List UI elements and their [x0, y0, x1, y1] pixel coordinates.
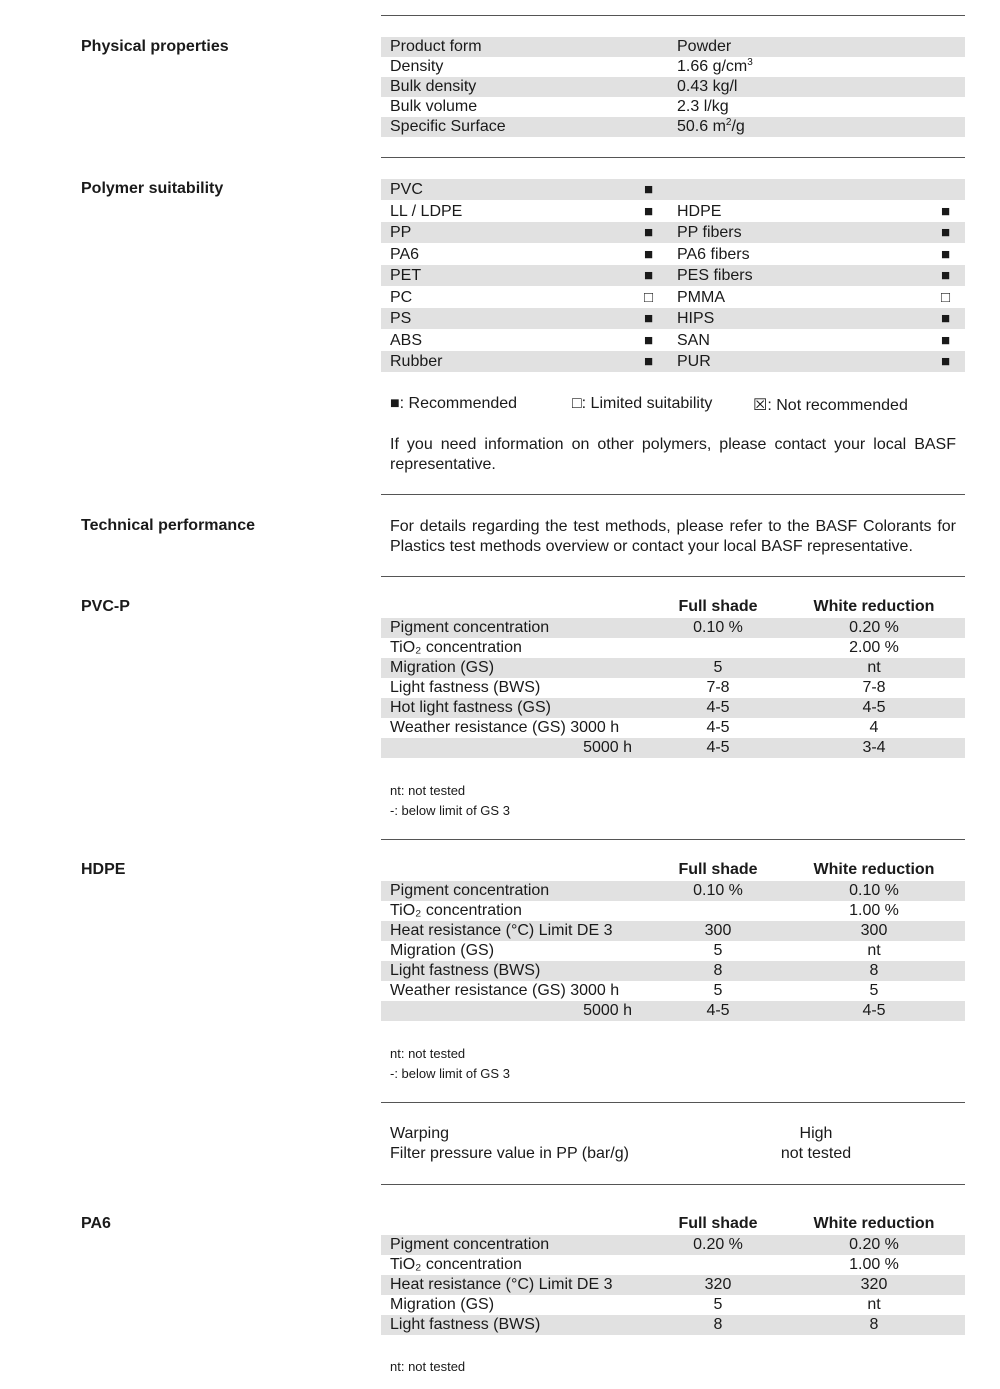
property-value	[677, 97, 729, 117]
table-row	[381, 117, 965, 137]
table-row	[381, 179, 965, 200]
suitability-marker-icon: ■	[941, 332, 951, 349]
suitability-marker-icon: ■	[644, 332, 654, 349]
test-label: Heat resistance (°C) Limit DE 3	[390, 922, 613, 939]
table-row	[381, 738, 965, 758]
table-row	[381, 901, 965, 921]
table-row	[381, 658, 965, 678]
full-shade-value: 4-5	[706, 719, 730, 736]
value-text: 2.3 l/kg	[677, 98, 729, 115]
divider	[381, 1184, 965, 1185]
property-label: Density	[390, 58, 444, 75]
section-title-technical-performance: Technical performance	[81, 517, 255, 534]
table-row	[381, 265, 965, 286]
polymer-name: PP fibers	[677, 224, 742, 241]
suitability-marker-icon: ■	[941, 246, 951, 263]
white-reduction-value: 1.00 %	[849, 902, 899, 919]
column-header-full-shade: Full shade	[678, 598, 758, 615]
test-label: Heat resistance (°C) Limit DE 3	[390, 1276, 613, 1293]
table-row	[381, 1295, 965, 1315]
suitability-marker-icon: ■	[644, 246, 654, 263]
polymer-name: LL / LDPE	[390, 203, 463, 220]
full-shade-value: 300	[704, 922, 732, 939]
note-below-limit: -: below limit of GS 3	[390, 1066, 510, 1081]
value-text: Powder	[677, 38, 732, 55]
test-label: Light fastness (BWS)	[390, 679, 541, 696]
table-row	[381, 1235, 965, 1255]
technical-info-text: For details regarding the test methods, please refer to the BASF Colorants for Plastics test methods overview or contact your local BASF representative.	[390, 518, 956, 555]
test-label: Migration (GS)	[390, 659, 495, 676]
note-below-limit: -: below limit of GS 3	[390, 803, 510, 818]
test-label: Pigment concentration	[390, 1236, 550, 1253]
full-shade-value: 4-5	[706, 699, 730, 716]
test-label: Weather resistance (GS) 3000 h	[390, 719, 620, 736]
table-row	[381, 618, 965, 638]
test-label: Migration (GS)	[390, 942, 495, 959]
table-row	[381, 77, 965, 97]
table-row	[381, 921, 965, 941]
white-reduction-value: 1.00 %	[849, 1256, 899, 1273]
full-shade-value: 0.10 %	[693, 619, 743, 636]
suitability-marker-icon: ■	[644, 267, 654, 284]
full-shade-value: 0.10 %	[693, 882, 743, 899]
white-reduction-value: 5	[869, 982, 879, 999]
full-shade-value: 8	[713, 962, 723, 979]
table-row	[381, 201, 965, 222]
white-reduction-value: 300	[860, 922, 888, 939]
table-row	[381, 961, 965, 981]
test-label: Hot light fastness (GS)	[390, 699, 551, 716]
test-label: Weather resistance (GS) 3000 h	[390, 982, 620, 999]
table-row	[381, 678, 965, 698]
suitability-marker-icon: ■	[941, 310, 951, 327]
white-reduction-value: 4	[869, 719, 879, 736]
table-row	[381, 97, 965, 117]
test-label: TiO₂ concentration	[390, 1256, 522, 1273]
table-row	[381, 698, 965, 718]
suitability-marker-icon: ■	[644, 224, 654, 241]
note-not-tested: nt: not tested	[390, 783, 466, 798]
property-value: High	[799, 1125, 833, 1142]
white-reduction-value: 8	[869, 1316, 879, 1333]
value-text: 0.43 kg/l	[677, 78, 738, 95]
property-value: not tested	[780, 1145, 852, 1162]
polymer-name: PUR	[677, 353, 711, 370]
polymer-name: PET	[390, 267, 422, 284]
table-row	[381, 718, 965, 738]
column-header-white-reduction: White reduction	[813, 1215, 935, 1232]
section-title-physical-properties: Physical properties	[81, 38, 229, 55]
polymer-name: HIPS	[677, 310, 715, 327]
white-reduction-value: 0.20 %	[849, 619, 899, 636]
table-row	[381, 1275, 965, 1295]
value-superscript: 2	[725, 117, 732, 128]
divider	[381, 576, 965, 577]
property-value	[677, 37, 731, 57]
property-label: Bulk volume	[390, 98, 478, 115]
legend-recommended: ■: Recommended	[390, 395, 518, 412]
divider	[381, 15, 965, 16]
suitability-marker-icon: ■	[644, 203, 654, 220]
full-shade-value: 4-5	[706, 1002, 730, 1019]
table-row	[381, 1144, 965, 1164]
divider	[381, 1102, 965, 1103]
white-reduction-value: 8	[869, 962, 879, 979]
test-label: 5000 h	[583, 739, 632, 756]
property-label: Filter pressure value in PP (bar/g)	[390, 1145, 629, 1162]
section-title-pvcp: PVC-P	[81, 598, 130, 615]
table-row	[381, 1124, 965, 1144]
legend-not-recommended: ☒: Not recommended	[753, 397, 908, 414]
polymer-name: PS	[390, 310, 412, 327]
white-reduction-value: nt	[867, 1296, 881, 1313]
suitability-marker-icon: ■	[941, 353, 951, 370]
section-title-hdpe: HDPE	[81, 861, 126, 878]
suitability-marker-icon: ■	[941, 267, 951, 284]
table-row	[381, 1001, 965, 1021]
white-reduction-value: nt	[867, 942, 881, 959]
divider	[381, 157, 965, 158]
value-superscript: 3	[747, 57, 753, 68]
polymer-name: PA6 fibers	[677, 246, 750, 263]
polymer-name: PES fibers	[677, 267, 753, 284]
property-value	[677, 117, 745, 137]
suitability-marker-icon: ■	[941, 203, 951, 220]
divider	[381, 839, 965, 840]
table-row	[381, 981, 965, 1001]
polymer-name: HDPE	[677, 203, 722, 220]
table-row	[381, 351, 965, 372]
white-reduction-value: 7-8	[862, 679, 886, 696]
full-shade-value: 5	[713, 659, 723, 676]
property-label: Warping	[390, 1125, 449, 1142]
polymer-name: PA6	[390, 246, 420, 263]
column-header-white-reduction: White reduction	[813, 861, 935, 878]
table-row	[381, 244, 965, 265]
suitability-marker-icon: □	[644, 289, 654, 306]
property-label: Specific Surface	[390, 118, 506, 135]
polymer-name: Rubber	[390, 353, 443, 370]
full-shade-value: 0.20 %	[693, 1236, 743, 1253]
test-label: Pigment concentration	[390, 619, 550, 636]
table-row	[381, 638, 965, 658]
test-label: TiO₂ concentration	[390, 639, 522, 656]
table-row	[381, 330, 965, 351]
test-label: TiO₂ concentration	[390, 902, 522, 919]
column-header-full-shade: Full shade	[678, 861, 758, 878]
full-shade-value: 5	[713, 982, 723, 999]
polymer-name: PP	[390, 224, 412, 241]
value-text: 1.66 g/cm	[677, 58, 748, 75]
white-reduction-value: 0.10 %	[849, 882, 899, 899]
full-shade-value: 7-8	[706, 679, 730, 696]
table-row	[381, 308, 965, 329]
white-reduction-value: 3-4	[862, 739, 886, 756]
property-value	[677, 57, 753, 77]
legend-limited-suitability: □: Limited suitability	[572, 395, 713, 412]
polymer-name: ABS	[390, 332, 423, 349]
test-label: Migration (GS)	[390, 1296, 495, 1313]
value-tail: /g	[731, 118, 745, 135]
value-text: 50.6 m	[677, 118, 726, 135]
test-label: Light fastness (BWS)	[390, 1316, 541, 1333]
suitability-marker-icon: ■	[644, 353, 654, 370]
section-title-polymer-suitability: Polymer suitability	[81, 180, 224, 197]
suitability-marker-icon: ■	[644, 310, 654, 327]
polymer-name: PC	[390, 289, 413, 306]
test-label: 5000 h	[583, 1002, 632, 1019]
note-not-tested: nt: not tested	[390, 1359, 466, 1374]
full-shade-value: 8	[713, 1316, 723, 1333]
table-row	[381, 941, 965, 961]
white-reduction-value: nt	[867, 659, 881, 676]
polymer-info-text: If you need information on other polymers, please contact your local BASF representative.	[390, 436, 956, 473]
table-row	[381, 37, 965, 57]
table-row	[381, 1255, 965, 1275]
property-label: Bulk density	[390, 78, 477, 95]
table-row	[381, 222, 965, 243]
full-shade-value: 5	[713, 942, 723, 959]
full-shade-value: 320	[704, 1276, 732, 1293]
full-shade-value: 5	[713, 1296, 723, 1313]
column-header-full-shade: Full shade	[678, 1215, 758, 1232]
white-reduction-value: 4-5	[862, 1002, 886, 1019]
divider	[381, 494, 965, 495]
white-reduction-value: 0.20 %	[849, 1236, 899, 1253]
table-row	[381, 881, 965, 901]
suitability-marker-icon: □	[941, 289, 951, 306]
white-reduction-value: 4-5	[862, 699, 886, 716]
property-value	[677, 77, 737, 97]
polymer-name: SAN	[677, 332, 710, 349]
test-label: Pigment concentration	[390, 882, 550, 899]
white-reduction-value: 2.00 %	[849, 639, 899, 656]
suitability-marker-icon: ■	[644, 181, 654, 198]
note-not-tested: nt: not tested	[390, 1046, 466, 1061]
white-reduction-value: 320	[860, 1276, 888, 1293]
table-row	[381, 57, 965, 77]
polymer-name: PVC	[390, 181, 423, 198]
polymer-name: PMMA	[677, 289, 725, 306]
table-row	[381, 287, 965, 308]
test-label: Light fastness (BWS)	[390, 962, 541, 979]
table-row	[381, 1315, 965, 1335]
property-label: Product form	[390, 38, 482, 55]
section-title-pa6: PA6	[81, 1215, 111, 1232]
column-header-white-reduction: White reduction	[813, 598, 935, 615]
suitability-marker-icon: ■	[941, 224, 951, 241]
full-shade-value: 4-5	[706, 739, 730, 756]
